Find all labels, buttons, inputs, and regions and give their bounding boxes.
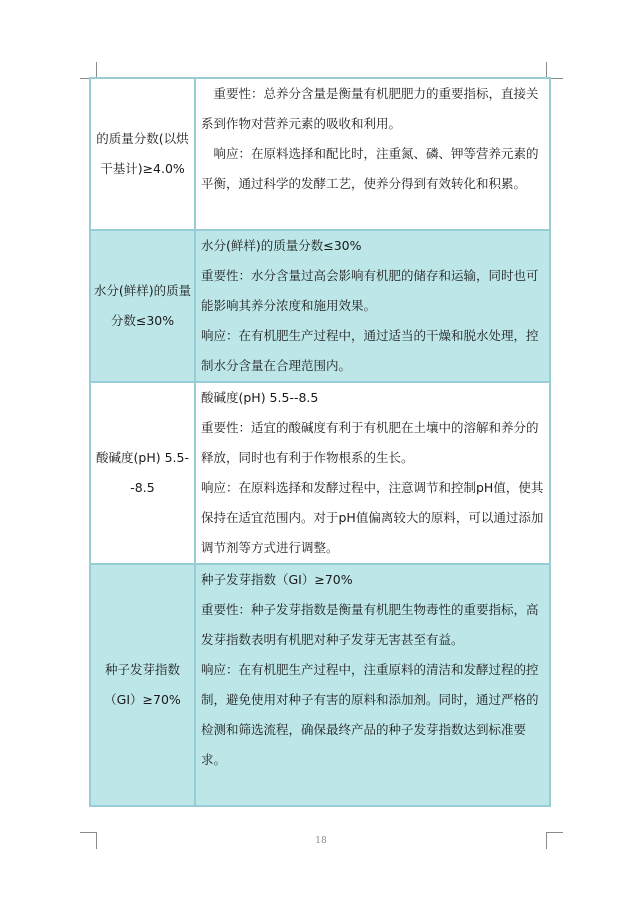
response-text: 响应：在原料选择和配比时，注重氮、磷、钾等营养元素的平衡，通过科学的发酵工艺，使养分得到有效转化和积累。 bbox=[201, 146, 539, 191]
standards-table bbox=[89, 77, 551, 807]
row-heading: 酸碱度(pH) 5.5--8.5 bbox=[201, 390, 319, 405]
page-number: 18 bbox=[315, 836, 327, 846]
response-text: 响应：在有机肥生产过程中，注重原料的清洁和发酵过程的控制，避免使用对种子有害的原料和添加剂。同时，通过严格的检测和筛选流程，确保最终产品的种子发芽指数达到标准要求。 bbox=[201, 662, 539, 767]
importance-text: 重要性：总养分含量是衡量有机肥肥力的重要指标，直接关系到作物对营养元素的吸收和利用。 bbox=[201, 86, 539, 131]
row-heading: 种子发芽指数（GI）≥70% bbox=[201, 572, 353, 587]
row-content-germination-index bbox=[195, 564, 550, 806]
row-label-total-nutrient: 的质量分数(以烘干基计)≥4.0% bbox=[90, 78, 195, 230]
importance-text: 重要性：水分含量过高会影响有机肥的储存和运输，同时也可能影响其养分浓度和施用效果。 bbox=[201, 268, 539, 313]
table-row-moisture bbox=[90, 230, 550, 382]
row-content-moisture bbox=[195, 230, 550, 382]
response-text: 响应：在原料选择和发酵过程中，注意调节和控制pH值，使其保持在适宜范围内。对于pH值偏离较大的原料，可以通过添加调节剂等方式进行调整。 bbox=[201, 480, 544, 555]
table-row-ph bbox=[90, 382, 550, 564]
table-row-germination-index bbox=[90, 564, 550, 806]
row-label-ph: 酸碱度(pH) 5.5--8.5 bbox=[90, 382, 195, 564]
response-text: 响应：在有机肥生产过程中，通过适当的干燥和脱水处理，控制水分含量在合理范围内。 bbox=[201, 328, 539, 373]
row-content-ph bbox=[195, 382, 550, 564]
row-label-moisture: 水分(鲜样)的质量分数≤30% bbox=[90, 230, 195, 382]
row-label-germination-index: 种子发芽指数（GI）≥70% bbox=[90, 564, 195, 806]
row-content-total-nutrient bbox=[195, 78, 550, 230]
table-row-total-nutrient bbox=[90, 78, 550, 230]
row-heading: 水分(鲜样)的质量分数≤30% bbox=[201, 238, 362, 253]
importance-text: 重要性：适宜的酸碱度有利于有机肥在土壤中的溶解和养分的释放，同时也有利于作物根系的生长。 bbox=[201, 420, 539, 465]
importance-text: 重要性：种子发芽指数是衡量有机肥生物毒性的重要指标，高发芽指数表明有机肥对种子发芽无害甚至有益。 bbox=[201, 602, 539, 647]
